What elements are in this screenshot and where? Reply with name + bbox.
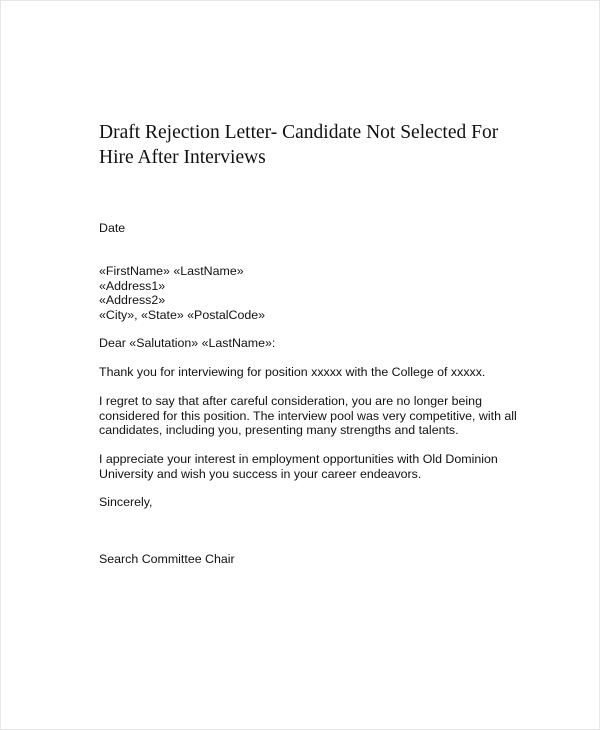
paragraph-appreciation — [99, 452, 498, 481]
paragraph-regret — [99, 394, 517, 438]
signature: Search Committee Chair — [99, 552, 235, 566]
paragraph-line: University and wish you success in your career endeavors. — [99, 466, 422, 481]
paragraph-line: considered for this position. The interview pool was very competitive, with all — [99, 408, 517, 423]
address-line: «City», «State» «PostalCode» — [99, 307, 266, 322]
address-line: «Address2» — [99, 293, 166, 308]
paragraph-line: I appreciate your interest in employment opportunities with Old Dominion — [99, 452, 498, 466]
paragraph-thanks: Thank you for interviewing for position xxxxx with the College of xxxxx. — [99, 365, 486, 379]
closing: Sincerely, — [99, 495, 153, 509]
paragraph-line: I regret to say that after careful consideration, you are no longer being — [99, 394, 482, 408]
salutation: Dear «Salutation» «LastName»: — [99, 336, 276, 350]
recipient-address — [99, 264, 265, 322]
date-label: Date — [99, 221, 126, 235]
letter-title: Draft Rejection Letter- Candidate Not Selected For Hire After Interviews — [99, 122, 499, 168]
address-line: «Address1» — [99, 278, 166, 293]
paragraph-line: candidates, including you, presenting many strengths and talents. — [99, 423, 459, 438]
address-line: «FirstName» «LastName» — [99, 264, 244, 278]
